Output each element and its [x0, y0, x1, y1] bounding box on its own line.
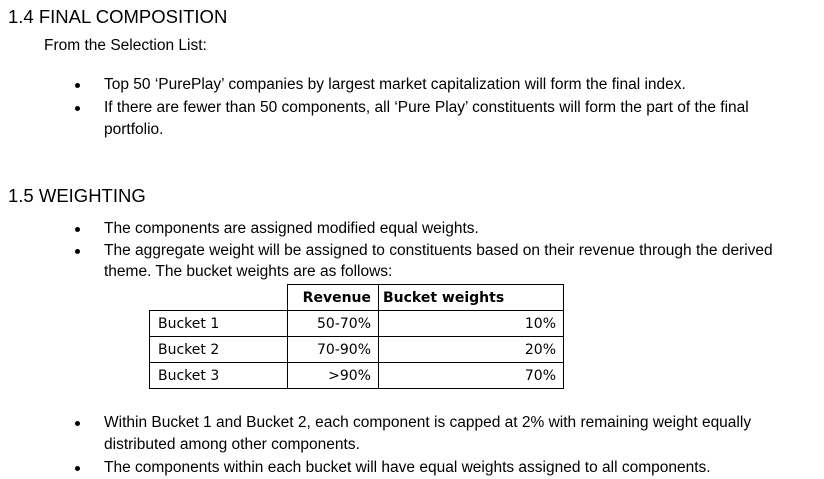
bullet-icon: [75, 106, 80, 111]
table-cell-bucket: Bucket 1: [150, 311, 288, 337]
bullet-text-modified-equal: The components are assigned modified equal weights.: [104, 220, 479, 237]
bullet-text-aggregate-weight-cont: theme. The bucket weights are as follows:: [104, 263, 393, 280]
table-cell-bucket: Bucket 3: [150, 363, 288, 389]
bucket-weights-table: [149, 284, 564, 389]
bullet-text-fewer-than-50: If there are fewer than 50 components, all ‘Pure Play’ constituents will form the part of the final: [104, 99, 749, 116]
table-cell-weight: 70%: [379, 363, 564, 389]
selection-list-intro: From the Selection List:: [44, 37, 207, 54]
section-heading-final-composition: 1.4 FINAL COMPOSITION: [8, 6, 228, 27]
table-row: [150, 337, 564, 363]
table-header-revenue: Revenue: [288, 285, 379, 311]
bullet-icon: [75, 466, 80, 471]
section-heading-weighting: 1.5 WEIGHTING: [8, 185, 146, 206]
bullet-text-capped-cont: distributed among other components.: [104, 436, 360, 453]
table-header-row: [150, 285, 564, 311]
table-row: [150, 311, 564, 337]
bullet-icon: [75, 83, 80, 88]
table-header-bucket-weights: Bucket weights: [379, 285, 564, 311]
bullet-text-equal-weights: The components within each bucket will have equal weights assigned to all components.: [104, 459, 711, 476]
table-cell-revenue: 70-90%: [288, 337, 379, 363]
bullet-text-top-50: Top 50 ‘PurePlay’ companies by largest market capitalization will form the final index.: [104, 76, 686, 93]
bullet-icon: [75, 249, 80, 254]
bullet-text-capped: Within Bucket 1 and Bucket 2, each component is capped at 2% with remaining weight equally: [104, 414, 752, 431]
table-header-empty: [150, 285, 288, 311]
table-cell-revenue: 50-70%: [288, 311, 379, 337]
table-cell-revenue: >90%: [288, 363, 379, 389]
table-cell-bucket: Bucket 2: [150, 337, 288, 363]
table-row: [150, 363, 564, 389]
bullet-icon: [75, 421, 80, 426]
bullet-text-aggregate-weight: The aggregate weight will be assigned to constituents based on their revenue through the derived: [104, 242, 773, 259]
table-cell-weight: 10%: [379, 311, 564, 337]
bullet-icon: [75, 227, 80, 232]
table-cell-weight: 20%: [379, 337, 564, 363]
bullet-text-fewer-than-50-cont: portfolio.: [104, 121, 164, 138]
